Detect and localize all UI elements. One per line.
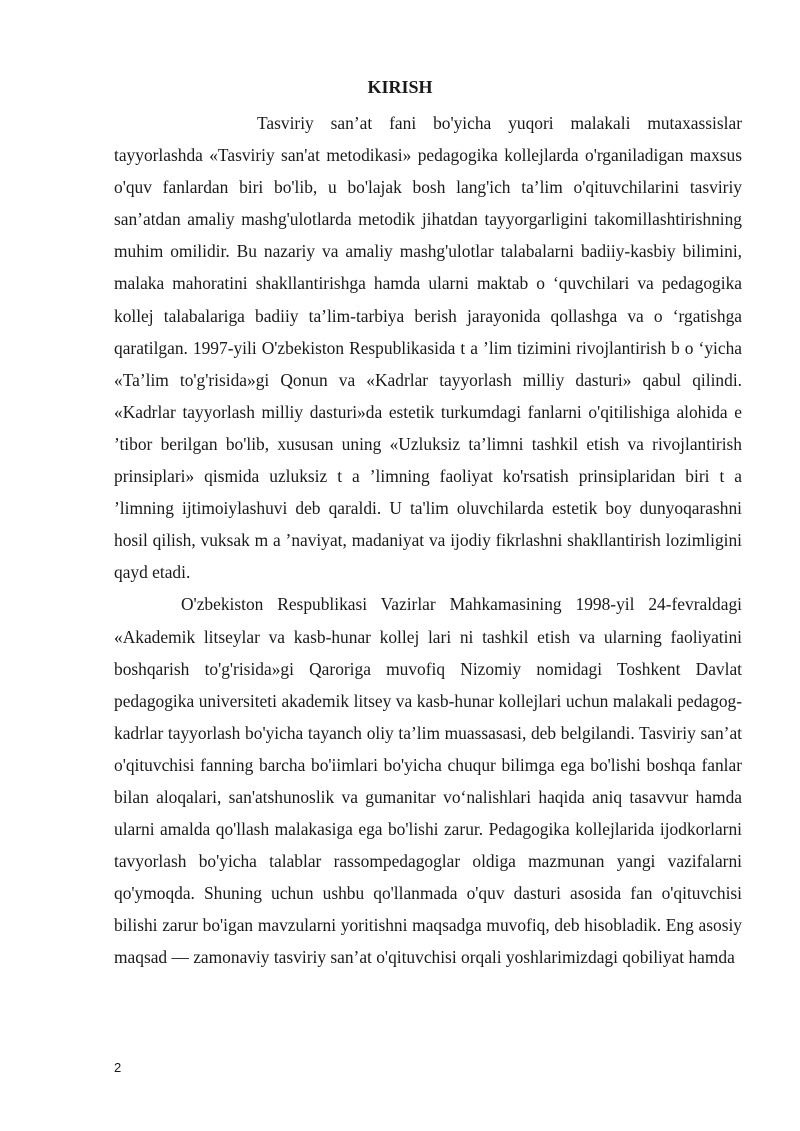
paragraph: Tasviriy san’at fani bo'yicha yuqori malakali mutaxassislar tayyorlashda «Tasviriy san'at metodikasi» pedagogika kollejlarda o'rganiladigan maxsus o'quv fanlardan biri bo'lib, u bo'lajak bosh lang'ich ta’lim o'qituvchilarini tasviriy san’atdan amaliy mashg'ulotlarda metodik jihatdan tayyorgarligini takomillashtirishning muhim omilidir. Bu nazariy va amaliy mashg'ulotlar talabalarni badiiy-kasbiy bilimini, malaka mahoratini shakllantirishga hamda ularni maktab o ‘quvchilari va pedagogika kollej talabalariga badiiy ta’lim-tarbiya berish jarayonida qollashga va o ‘rgatishga qaratilgan. 1997-yili O'zbekiston Respublikasida t a ’lim tizimini rivojlantirish b o ‘yicha «Ta’lim to'g'risida»gi Qonun va «Kadrlar tayyorlash milliy dasturi» qabul qilindi. «Kadrlar tayyorlash milliy dasturi»da estetik turkumdagi fanlarni o'qitilishiga alohida e ’tibor berilgan bo'lib, xususan uning «Uzluksiz ta’limni tashkil etish va rivojlantirish prinsiplari» qismida uzluksiz t a ’limning faoliyat ko'rsatish prinsiplaridan biri t a ’limning ijtimoiylashuvi deb qaraldi. U ta'lim oluvchilarda estetik boy dunyoqarashni hosil qilish, vuksak m a ’naviyat, madaniyat va ijodiy fikrlashni shakllantirish lozimligini qayd etadi. bbox=[114, 113, 742, 583]
page-number: 2 bbox=[114, 1060, 122, 1075]
body-text bbox=[114, 107, 742, 974]
page-title: KIRISH bbox=[367, 77, 433, 97]
paragraph: O'zbekiston Respublikasi Vazirlar Mahkamasining 1998-yil 24-fevraldagi «Akademik litseylar va kasb-hunar kollej lari ni tashkil etish va ularning faoliyatini boshqarish to'g'risida»gi Qaroriga muvofiq Nizomiy nomidagi Toshkent Davlat pedagogika universiteti akademik litsey va kasb-hunar kollejlari uchun malakali pedagog-kadrlar tayyorlash bo'yicha tayanch oliy ta’lim muassasasi, deb belgilandi. Tasviriy san’at o'qituvchisi fanning barcha bo'iimlari bo'yicha chuqur bilimga ega bo'lishi boshqa fanlar bilan aloqalari, san'atshunoslik va gumanitar vo‘nalishlari haqida aniq tasavvur hamda ularni amalda qo'llash malakasiga ega bo'lishi zarur. Pedagogika kollejlarida ijodkorlarni tavyorlash bo'yicha talablar rassompedagoglar oldiga mazmunan yangi vazifalarni qo'ymoqda. Shuning uchun ushbu qo'llanmada o'quv dasturi asosida fan o'qituvchisi bilishi zarur bo'igan mavzularni yoritishni maqsadga muvofiq, deb hisobladik. Eng asosiy maqsad — zamonaviy tasviriy san’at o'qituvchisi orqali yoshlarimizdagi qobiliyat hamda bbox=[114, 594, 742, 968]
